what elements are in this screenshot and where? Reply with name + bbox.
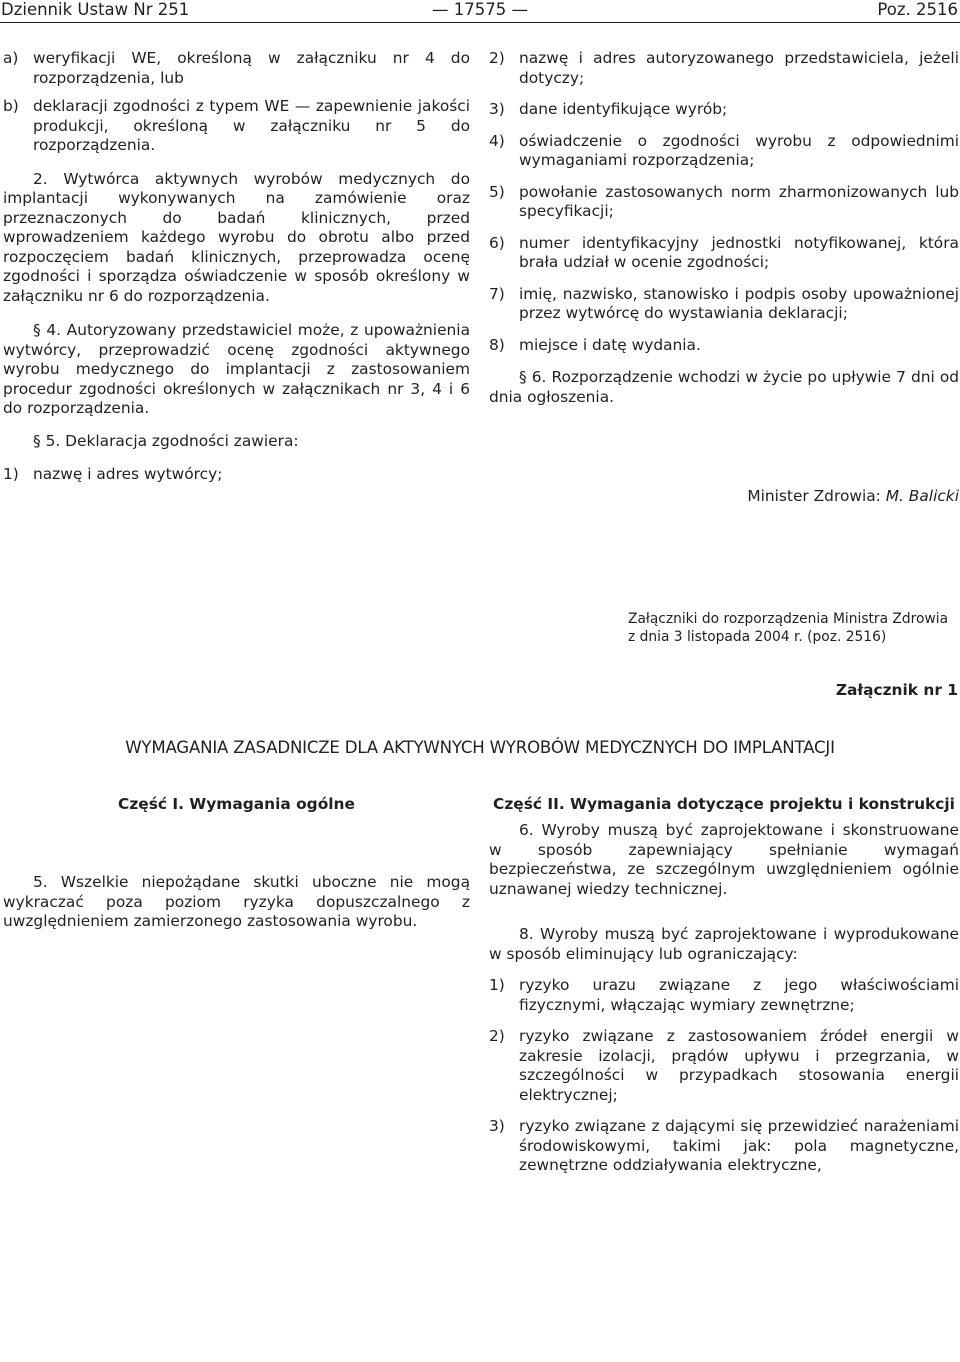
list-text: weryfikacji WE, określoną w załączniku nr 4 do rozporządzenia, lub	[33, 49, 470, 87]
risk-item-3	[489, 1117, 959, 1176]
list-item-b	[3, 97, 470, 156]
list-text: deklaracji zgodności z typem WE — zapewnienie jakości produkcji, określoną w załączniku nr 5 do rozporządzenia.	[33, 97, 470, 154]
left-column-top	[3, 49, 470, 485]
list-item-4	[489, 132, 959, 171]
list-text: miejsce i datę wydania.	[519, 335, 701, 354]
list-text: numer identyfikacyjny jednostki notyfikowanej, która brała udział w ocenie zgodności;	[519, 233, 959, 271]
paragraph-section-5: § 5. Deklaracja zgodności zawiera:	[33, 431, 299, 450]
part-2-title: Część II. Wymagania dotyczące projektu i konstrukcji	[493, 795, 955, 813]
requirement-6: 6. Wyroby muszą być zaprojektowane i skonstruowane w sposób zapewniający spełnianie wymagań bezpieczeństwa, ze szczególnym uwzględnieniem ogólnie uznawanej wiedzy technicznej.	[489, 821, 959, 898]
list-item-2	[489, 49, 959, 88]
requirement-5: 5. Wszelkie niepożądane skutki uboczne nie mogą wykraczać poza poziom ryzyka dopuszczalnego z uwzględnieniem zamierzonego zastosowania wyrobu.	[3, 873, 470, 930]
main-title: WYMAGANIA ZASADNICZE DLA AKTYWNYCH WYROBÓW MEDYCZNYCH DO IMPLANTACJI	[125, 738, 835, 757]
signature-prefix: Minister Zdrowia:	[747, 487, 886, 505]
right-column-bottom	[489, 821, 959, 1176]
right-column-top	[489, 49, 959, 407]
list-marker: 5)	[489, 182, 505, 201]
list-text: nazwę i adres autoryzowanego przedstawiciela, jeżeli dotyczy;	[519, 49, 959, 87]
attachments-note-line1: Załączniki do rozporządzenia Ministra Zdrowia	[628, 611, 949, 627]
part-1-title: Część I. Wymagania ogólne	[118, 795, 355, 813]
list-item-8	[489, 336, 959, 356]
annex-label: Załącznik nr 1	[835, 681, 958, 699]
list-marker: 6)	[489, 233, 505, 252]
list-text: ryzyko związane z zastosowaniem źródeł energii w zakresie izolacji, prądów upływu i przegrzania, w szczególności w przypadkach stosowania energii elektrycznej;	[519, 1027, 959, 1104]
left-column-bottom	[3, 821, 470, 932]
signature	[489, 487, 959, 507]
paragraph-section-6: § 6. Rozporządzenie wchodzi w życie po upływie 7 dni od dnia ogłoszenia.	[489, 368, 959, 406]
list-item-6	[489, 234, 959, 273]
list-item-1	[3, 465, 470, 485]
page-header	[0, 0, 960, 22]
list-item-5	[489, 183, 959, 222]
list-text: imię, nazwisko, stanowisko i podpis osoby upoważnionej przez wytwórcę do wystawiania deklaracji;	[519, 284, 959, 322]
list-text: ryzyko urazu związane z jego właściwościami fizycznymi, włączając wymiary zewnętrzne;	[519, 976, 959, 1014]
requirement-8: 8. Wyroby muszą być zaprojektowane i wyprodukowane w sposób eliminujący lub ograniczający:	[489, 925, 959, 963]
list-marker: 1)	[489, 976, 505, 994]
list-item-3	[489, 100, 959, 120]
list-text: oświadczenie o zgodności wyrobu z odpowiednimi wymaganiami rozporządzenia;	[519, 131, 959, 169]
paragraph-section-4: § 4. Autoryzowany przedstawiciel może, z upoważnienia wytwórcy, przeprowadzić ocenę zgodności aktywnego wyrobu medycznego do implantacji z zastosowaniem procedur zgodności określonych w załącznikach nr 3, 4 i 6 do rozporządzenia.	[3, 321, 470, 417]
list-text: nazwę i adres wytwórcy;	[33, 465, 223, 483]
journal-title: Dziennik Ustaw Nr 251	[1, 0, 190, 19]
list-text: dane identyfikujące wyrób;	[519, 100, 728, 118]
attachments-note	[628, 610, 958, 646]
list-marker: 2)	[489, 49, 505, 67]
list-marker: 4)	[489, 131, 505, 150]
position-number: Poz. 2516	[877, 0, 958, 19]
header-rule	[0, 22, 960, 23]
list-marker: b)	[3, 97, 19, 115]
signature-name: M. Balicki	[885, 487, 959, 505]
list-text: ryzyko związane z dającymi się przewidzieć narażeniami środowiskowymi, takimi jak: pola magnetyczne, zewnętrzne oddziaływania elektryczne,	[519, 1117, 959, 1174]
attachments-note-line2: z dnia 3 listopada 2004 r. (poz. 2516)	[628, 629, 887, 645]
paragraph-2: 2. Wytwórca aktywnych wyrobów medycznych do implantacji wykonywanych na zamówienie oraz przeznaczonych do badań klinicznych, przed wprowadzeniem każdego wyrobu do obrotu albo przed rozpoczęciem badań klinicznych, przeprowadza ocenę zgodności i sporządza oświadczenie w sposób określony w załączniku nr 6 do rozporządzenia.	[3, 169, 470, 305]
risk-item-2	[489, 1027, 959, 1105]
list-marker: 1)	[3, 465, 19, 483]
list-item-7	[489, 285, 959, 324]
page-number: — 17575 —	[432, 0, 528, 19]
list-marker: 7)	[489, 284, 505, 303]
list-marker: 2)	[489, 1027, 505, 1045]
list-text: powołanie zastosowanych norm zharmonizowanych lub specyfikacji;	[519, 182, 959, 220]
list-marker: 3)	[489, 1117, 505, 1135]
risk-item-1	[489, 976, 959, 1015]
list-item-a	[3, 49, 470, 88]
list-marker: a)	[3, 49, 19, 67]
list-marker: 8)	[489, 335, 505, 354]
list-marker: 3)	[489, 100, 505, 118]
